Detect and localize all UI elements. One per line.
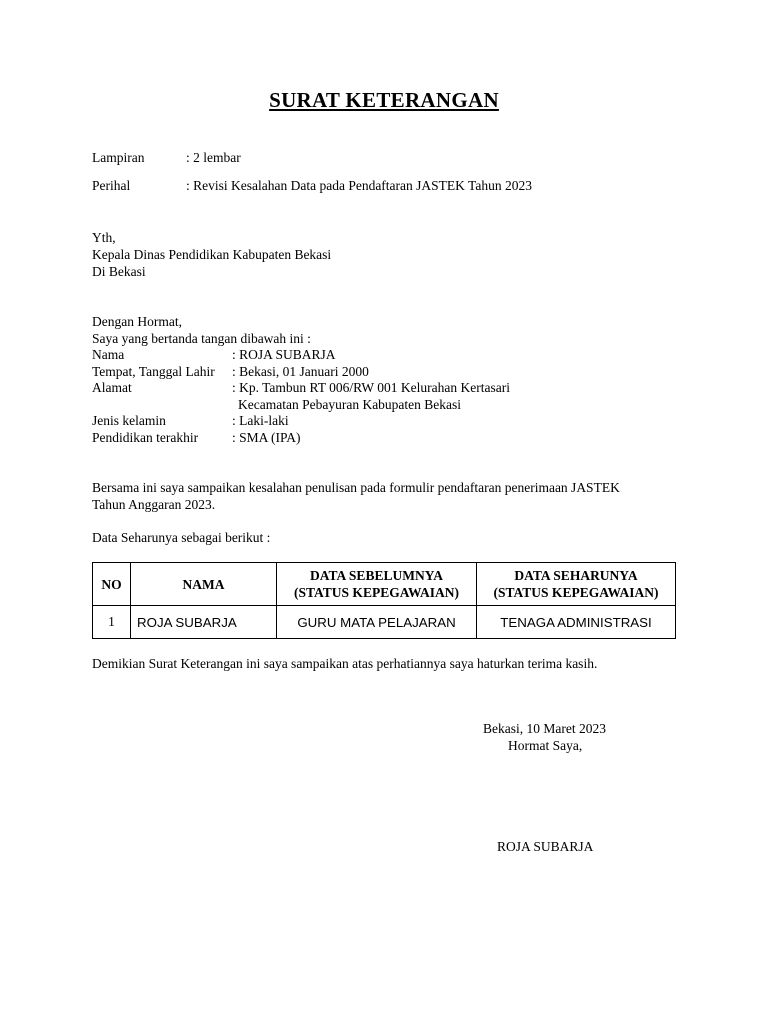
identity-label-alamat: Alamat [92,380,132,395]
header-seharusnya-line2: (STATUS KEPEGAWAIAN) [493,585,659,600]
recipient-office: Kepala Dinas Pendidikan Kabupaten Bekasi [92,247,332,262]
cell-data-seharusnya: TENAGA ADMINISTRASI [477,606,676,639]
lampiran-value: : 2 lembar [186,150,241,165]
header-data-sebelumnya [277,563,477,606]
identity-label-pendidikan: Pendidikan terakhir [92,430,199,445]
identity-label-ttl: Tempat, Tanggal Lahir [92,364,215,379]
intro-line: Saya yang bertanda tangan dibawah ini : [92,331,311,346]
signature-salutation: Hormat Saya, [508,738,583,753]
closing-statement: Demikian Surat Keterangan ini saya sampaikan atas perhatiannya saya haturkan terima kasih. [92,656,598,671]
header-sebelum-line1: DATA SEBELUMNYA [310,568,443,583]
signature-place-date: Bekasi, 10 Maret 2023 [483,721,606,736]
identity-value-pendidikan: : SMA (IPA) [232,430,301,445]
identity-value-alamat: : Kp. Tambun RT 006/RW 001 Kelurahan Kertasari [232,380,510,395]
lampiran-label: Lampiran [92,150,145,165]
identity-label-nama: Nama [92,347,125,362]
table-header-row [93,563,676,606]
recipient-location: Di Bekasi [92,264,146,279]
identity-value-nama: : ROJA SUBARJA [232,347,336,362]
perihal-value: : Revisi Kesalahan Data pada Pendaftaran JASTEK Tahun 2023 [186,178,532,193]
identity-label-jk: Jenis kelamin [92,413,166,428]
data-intro: Data Seharunya sebagai berikut : [92,530,271,545]
header-data-seharusnya [477,563,676,606]
table-row [93,606,676,639]
identity-value-ttl: : Bekasi, 01 Januari 2000 [232,364,369,379]
correction-table [92,562,676,639]
body-paragraph-line1: Bersama ini saya sampaikan kesalahan penulisan pada formulir pendaftaran penerimaan JASTEK [92,480,620,495]
recipient-yth: Yth, [92,230,116,245]
perihal-label: Perihal [92,178,131,193]
cell-no: 1 [93,606,131,639]
identity-value-alamat-2: Kecamatan Pebayuran Kabupaten Bekasi [238,397,462,412]
identity-value-jk: : Laki-laki [232,413,289,428]
signature-name: ROJA SUBARJA [497,839,594,854]
header-nama: NAMA [131,563,277,606]
document-title: SURAT KETERANGAN [269,88,499,112]
body-paragraph-line2: Tahun Anggaran 2023. [92,497,216,512]
header-sebelum-line2: (STATUS KEPEGAWAIAN) [294,585,459,600]
cell-data-sebelumnya: GURU MATA PELAJARAN [277,606,477,639]
greeting: Dengan Hormat, [92,314,182,329]
header-seharusnya-line1: DATA SEHARUNYA [514,568,638,583]
header-no: NO [93,563,131,606]
cell-nama: ROJA SUBARJA [131,606,277,639]
